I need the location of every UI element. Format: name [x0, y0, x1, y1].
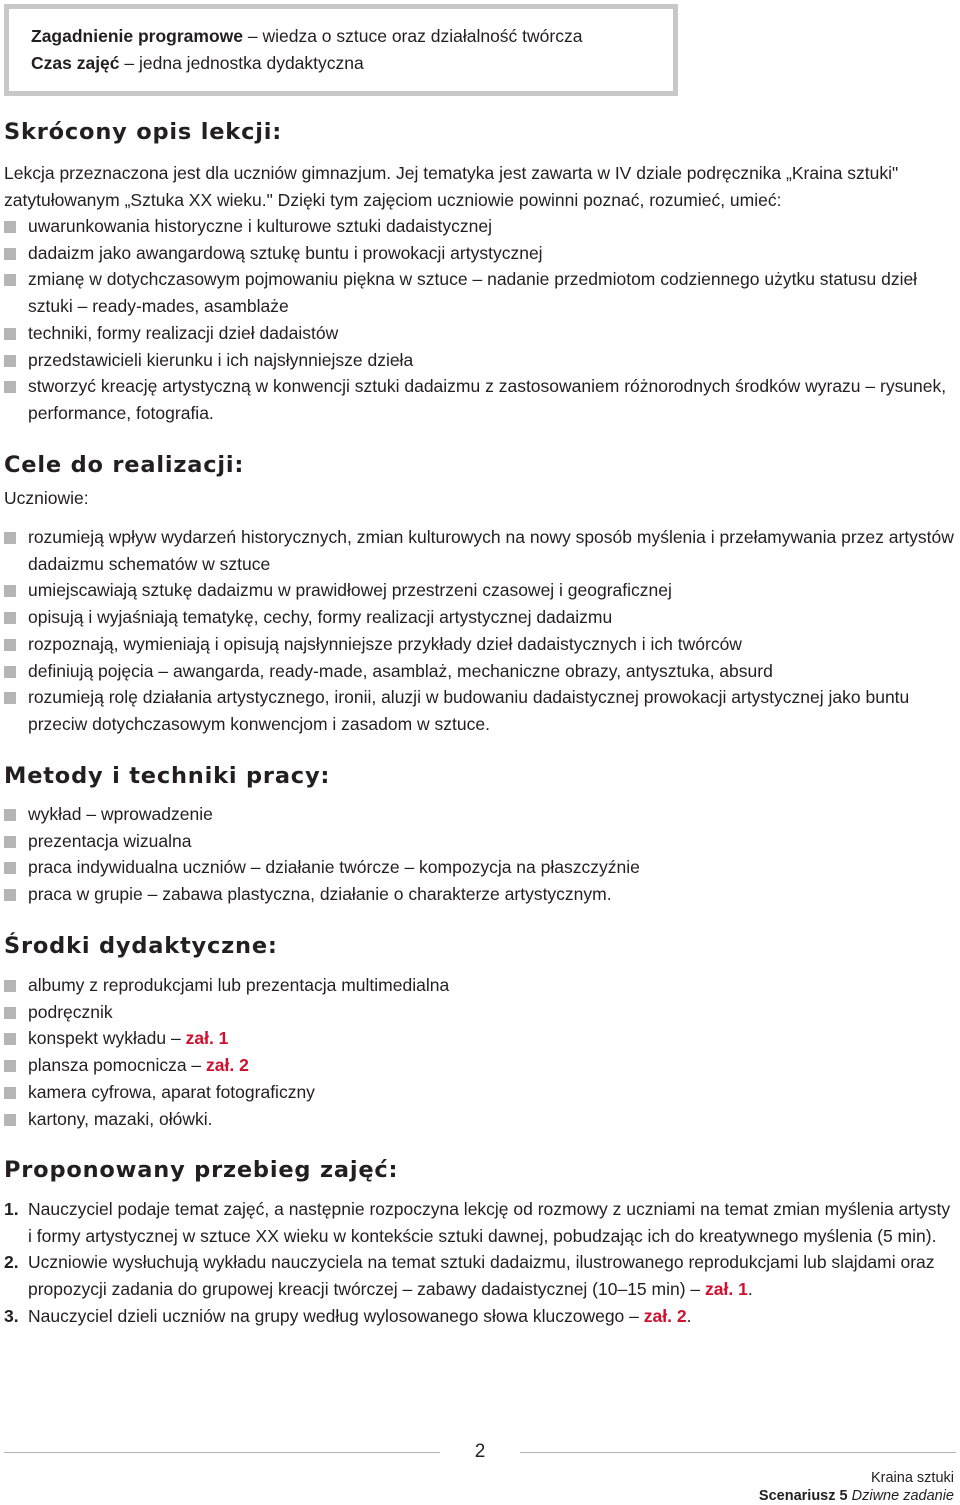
attachment-ref: zał. 2 — [643, 1305, 687, 1326]
list-item: 1. Nauczyciel podaje temat zajęć, a następnie rozpoczyna lekcję od rozmowy z uczniami na temat zmian myślenia artysty i formy artystycznej w sztuce XX wieku w kontekście sztuki dawnej, pobudzając ich do kreatywnego myślenia (5 min). — [4, 1196, 956, 1249]
bullet-square-icon — [4, 585, 16, 597]
bullet-square-icon — [4, 1114, 16, 1126]
summary-intro: Lekcja przeznaczona jest dla uczniów gimnazjum. Jej tematyka jest zawarta w IV dziale podręcznika „Kraina sztuki" zatytułowanym „Sztuka XX wieku." Dzięki tym zajęciom uczniowie powinni poznać, rozumieć, umieć: — [4, 163, 899, 210]
scenario-title: Dziwne zadanie — [851, 1488, 954, 1504]
page-number: 2 — [440, 1436, 520, 1468]
list-item: praca indywidualna uczniów – działanie twórcze – kompozycja na płaszczyźnie — [4, 854, 956, 881]
list-item: zmianę w dotychczasowym pojmowaniu piękna w sztuce – nadanie przedmiotom codziennego użytku statusu dzieł sztuki – ready-mades, asamblaże — [4, 266, 956, 319]
time-line — [31, 51, 364, 75]
step-number: 2. — [4, 1252, 19, 1273]
bullet-square-icon — [4, 980, 16, 992]
bullet-square-icon — [4, 328, 16, 340]
lesson-header-box — [4, 4, 678, 96]
bullet-square-icon — [4, 381, 16, 393]
list-item: plansza pomocnicza – zał. 2 — [4, 1052, 956, 1079]
time-value: – jedna jednostka dydaktyczna — [124, 53, 364, 73]
topic-value: – wiedza o sztuce oraz działalność twórcza — [247, 26, 583, 46]
bullet-square-icon — [4, 666, 16, 678]
bullet-square-icon — [4, 862, 16, 874]
methods-list — [4, 801, 956, 908]
topic-line — [31, 24, 582, 48]
list-item: kartony, mazaki, ołówki. — [4, 1106, 956, 1133]
step-number: 3. — [4, 1305, 19, 1326]
list-item: konspekt wykładu – zał. 1 — [4, 1025, 956, 1052]
list-item: 3. Nauczyciel dzieli uczniów na grupy według wylosowanego słowa kluczowego – zał. 2. — [4, 1303, 956, 1330]
bullet-square-icon — [4, 639, 16, 651]
list-item: kamera cyfrowa, aparat fotograficzny — [4, 1079, 956, 1106]
bullet-square-icon — [4, 889, 16, 901]
bullet-square-icon — [4, 1060, 16, 1072]
footer-book-title: Kraina sztuki — [870, 1470, 954, 1486]
attachment-ref: zał. 2 — [206, 1055, 249, 1076]
bullet-square-icon — [4, 274, 16, 286]
list-item: prezentacja wizualna — [4, 828, 956, 855]
bullet-square-icon — [4, 1087, 16, 1099]
list-item: stworzyć kreację artystyczną w konwencji sztuki dadaizmu z zastosowaniem różnorodnych środków wyrazu – rysunek, performance, fotografia. — [4, 373, 956, 426]
list-item: 2. Uczniowie wysłuchują wykładu nauczyciela na temat sztuki dadaizmu, ilustrowanego reprodukcjami lub slajdami oraz propozycji zadania do grupowej kreacji twórczej – zabawy dadaistycznej (10–15 min) – zał. 1. — [4, 1249, 956, 1302]
bullet-square-icon — [4, 221, 16, 233]
list-item: umiejscawiają sztukę dadaizmu w prawidłowej przestrzeni czasowej i geograficznej — [4, 577, 956, 604]
bullet-square-icon — [4, 836, 16, 848]
course-heading: Proponowany przebieg zajęć: — [4, 1157, 399, 1183]
list-item: albumy z reprodukcjami lub prezentacja multimedialna — [4, 972, 956, 999]
methods-heading: Metody i techniki pracy: — [4, 763, 331, 789]
course-list — [4, 1196, 956, 1330]
list-item: dadaizm jako awangardową sztukę buntu i prowokacji artystycznej — [4, 240, 956, 267]
list-item: uwarunkowania historyczne i kulturowe sztuki dadaistycznej — [4, 213, 956, 240]
goals-subtitle: Uczniowie: — [4, 488, 89, 508]
list-item: definiują pojęcia – awangarda, ready-made, asamblaż, mechaniczne obrazy, antysztuka, absurd — [4, 658, 956, 685]
list-item: rozumieją rolę działania artystycznego, ironii, aluzji w budowaniu dadaistycznej prowokacji artystycznej jako buntu przeciw dotychczasowym konwencjom i zasadom w sztuce. — [4, 684, 956, 737]
list-item: przedstawicieli kierunku i ich najsłynniejsze dzieła — [4, 347, 956, 374]
bullet-square-icon — [4, 809, 16, 821]
resources-list — [4, 972, 956, 1132]
list-item: rozumieją wpływ wydarzeń historycznych, zmian kulturowych na nowy sposób myślenia i przełamywania przez artystów dadaizmu schematów w sztuce — [4, 524, 956, 577]
summary-heading: Skrócony opis lekcji: — [4, 119, 283, 145]
attachment-ref: zał. 1 — [705, 1279, 748, 1300]
attachment-ref: zał. 1 — [185, 1028, 229, 1049]
bullet-square-icon — [4, 1033, 16, 1045]
list-item: wykład – wprowadzenie — [4, 801, 956, 828]
goals-list — [4, 524, 956, 738]
bullet-square-icon — [4, 355, 16, 367]
footer-scenario — [759, 1488, 954, 1504]
bullet-square-icon — [4, 1007, 16, 1019]
list-item: podręcznik — [4, 999, 956, 1026]
bullet-square-icon — [4, 612, 16, 624]
list-item: techniki, formy realizacji dzieł dadaistów — [4, 320, 956, 347]
list-item: opisują i wyjaśniają tematykę, cechy, formy realizacji artystycznej dadaizmu — [4, 604, 956, 631]
bullet-square-icon — [4, 692, 16, 704]
summary-list — [4, 213, 956, 427]
bullet-square-icon — [4, 248, 16, 260]
list-item: rozpoznają, wymieniają i opisują najsłynniejsze przykłady dzieł dadaistycznych i ich twórców — [4, 631, 956, 658]
goals-heading: Cele do realizacji: — [4, 452, 245, 478]
bullet-square-icon — [4, 532, 16, 544]
step-number: 1. — [4, 1199, 19, 1219]
list-item: praca w grupie – zabawa plastyczna, działanie o charakterze artystycznym. — [4, 881, 956, 908]
resources-heading: Środki dydaktyczne: — [4, 933, 278, 959]
time-label: Czas zajęć — [31, 53, 120, 73]
scenario-label: Scenariusz 5 — [758, 1488, 848, 1504]
topic-label: Zagadnienie programowe — [31, 26, 243, 46]
